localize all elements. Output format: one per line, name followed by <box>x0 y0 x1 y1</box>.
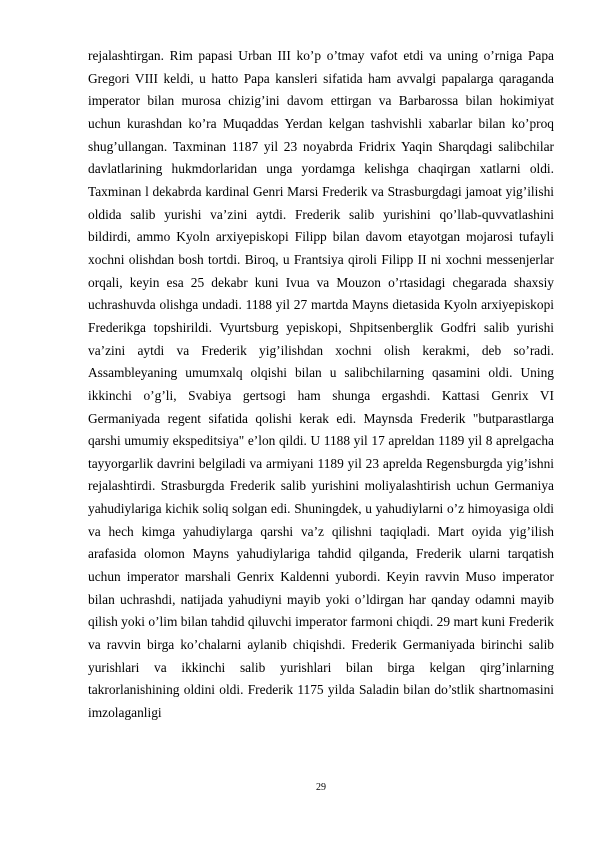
page-number: 29 <box>316 782 326 793</box>
body-paragraph: rejalashtirgan. Rim papasi Urban III ko’p o’tmay vafot etdi va uning o’rniga Papa Gregori VIII keldi, u hatto Papa kansleri sifatida ham avvalgi papalarga qaraganda imperator bilan murosa chizig’ini davom ettirgan va Barbarossa bilan hokimiyat uchun kurashdan ko’ra Muqaddas Yerdan kelgan tashvishli xabarlar bilan ko’proq shug’ullangan. Taxminan 1187 yil 23 noyabrda Fridrix Yaqin Sharqdagi salibchilar davlatlarining hukmdorlaridan unga yordamga kelishga chaqirgan xatlarni oldi. Taxminan l dekabrda kardinal Genri Marsi Frederik va Strasburgdagi jamoat yig’ilishi oldida salib yurishi va’zini aytdi. Frederik salib yurishini qo’llab-quvvatlashini bildirdi, ammo Kyoln arxiyepiskopi Filipp bilan davom etayotgan mojarosi tufayli xochni olishdan bosh tortdi. Biroq, u Frantsiya qiroli Filipp II ni xochni messenjerlar orqali, keyin esa 25 dekabr kuni Ivua va Mouzon o’rtasidagi chegarada shaxsiy uchrashuvda olishga undadi. 1188 yil 27 martda Mayns dietasida Kyoln arxiyepiskopi Frederikga topshirildi. Vyurtsburg yepiskopi, Shpitsenberglik Godfri salib yurishi va’zini aytdi va Frederik yig’ilishdan xochni olish kerakmi, deb so’radi. Assambleyaning umumxalq olqishi bilan u salibchilarning qasamini oldi. Uning ikkinchi o’g’li, Svabiya gertsogi ham shunga ergashdi. Kattasi Genrix VI Germaniyada regent sifatida qolishi kerak edi. Maynsda Frederik "butparastlarga qarshi umumiy ekspeditsiya" e’lon qildi. U 1188 yil 17 apreldan 1189 yil 8 aprelgacha tayyorgarlik davrini belgiladi va armiyani 1189 yil 23 aprelda Regensburgda yig’ishni rejalashtirdi. Strasburgda Frederik salib yurishini moliyalashtirish uchun Germaniya yahudiylariga kichik soliq solgan edi. Shuningdek, u yahudiylarni o’z himoyasiga oldi va hech kimga yahudiylarga qarshi va’z qilishni taqiqladi. Mart oyida yig’ilish arafasida olomon Mayns yahudiylariga tahdid qilganda, Frederik ularni tarqatish uchun imperator marshali Genrix Kaldenni yubordi. Keyin ravvin Muso imperator bilan uchrashdi, natijada yahudiyni mayib yoki o’ldirgan har qanday odamni mayib qilish yoki o’lim bilan tahdid qiluvchi imperator farmoni chiqdi. 29 mart kuni Frederik va ravvin birga ko’chalarni aylanib chiqishdi. Frederik Germaniyada birinchi salib yurishlari va ikkinchi salib yurishlari bilan birga kelgan qirg’inlarning takrorlanishining oldini oldi. Frederik 1175 yilda Saladin bilan do’stlik shartnomasini imzolaganligi <box>88 48 554 721</box>
